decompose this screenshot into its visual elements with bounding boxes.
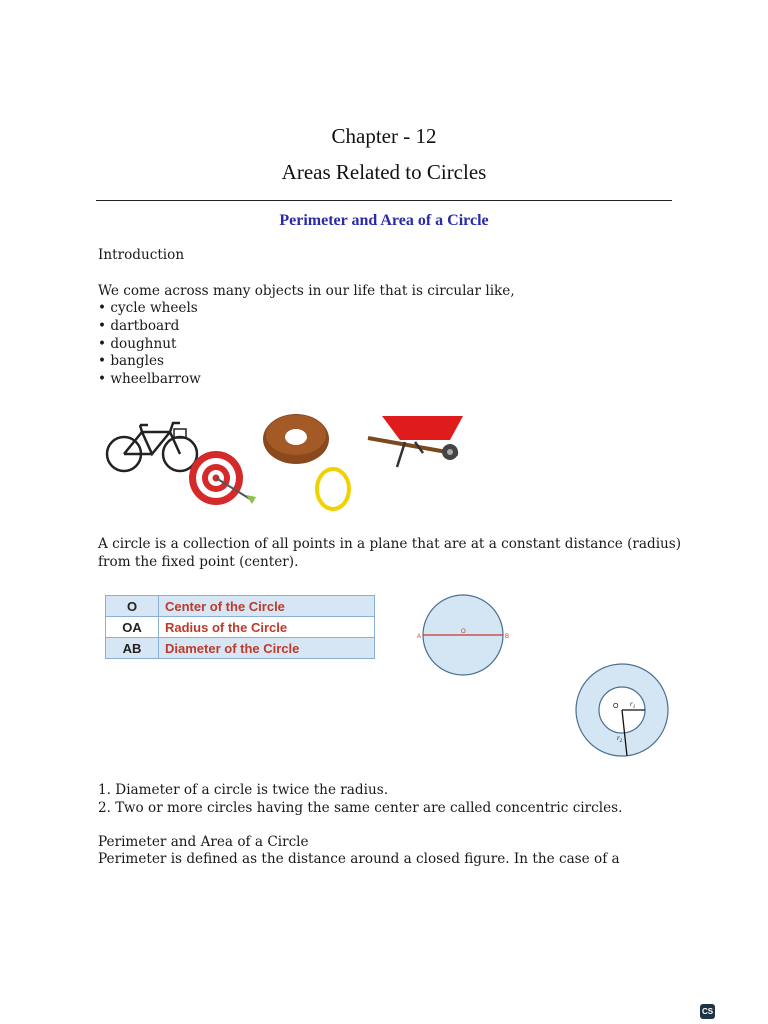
table-cell-symbol: AB [106, 638, 159, 659]
point-o-label: O [461, 629, 466, 635]
camscanner-logo: CS [700, 1004, 715, 1019]
table-cell-meaning: Radius of the Circle [159, 617, 375, 638]
chapter-number: Chapter - 12 [331, 124, 437, 148]
table-cell-symbol: OA [106, 617, 159, 638]
intro-heading: Introduction [98, 247, 185, 263]
chapter-title: Areas Related to Circles [281, 160, 487, 184]
list-item: 1. Diameter of a circle is twice the radius. [98, 782, 389, 798]
circle-definition: A circle is a collection of all points in a plane that are at a constant distance (radius) from the fixed point (center). [98, 536, 682, 570]
bangle-icon [317, 469, 349, 509]
dartboard-icon [189, 451, 256, 505]
point-a-label: A [417, 634, 422, 640]
list-item: • cycle wheels [98, 300, 198, 316]
table-cell-symbol: O [106, 596, 159, 617]
perimeter-heading: Perimeter and Area of a Circle [98, 834, 309, 850]
radius-r1-label: $r_1$ [630, 700, 636, 710]
wheelbarrow-icon [368, 416, 463, 467]
bullet-list [98, 300, 201, 389]
table-row [106, 638, 375, 659]
list-item: • wheelbarrow [98, 371, 201, 388]
circular-objects-illustration [100, 405, 480, 515]
definition-table [105, 595, 375, 659]
list-item: • doughnut [98, 335, 177, 352]
section-heading: Perimeter and Area of a Circle [279, 212, 489, 229]
list-item: 2. Two or more circles having the same center are called concentric circles. [98, 799, 623, 816]
facts-list [98, 782, 622, 818]
bicycle-icon [107, 423, 197, 471]
perimeter-text: Perimeter is defined as the distance around a closed figure. In the case of a [98, 851, 620, 867]
doughnut-icon [263, 414, 329, 464]
circle-diagram [412, 590, 522, 680]
table-cell-meaning: Diameter of the Circle [159, 638, 375, 659]
center-o-label: O [613, 703, 619, 710]
title-divider [96, 200, 672, 201]
table-row [106, 617, 375, 638]
radius-r2-label: $r_2$ [617, 734, 623, 744]
table-row [106, 596, 375, 617]
concentric-circles-diagram [570, 660, 675, 760]
intro-lead: We come across many objects in our life that is circular like, [98, 283, 515, 299]
list-item: • dartboard [98, 317, 180, 334]
table-cell-meaning: Center of the Circle [159, 596, 375, 617]
list-item: • bangles [98, 353, 164, 370]
point-b-label: B [505, 634, 510, 640]
